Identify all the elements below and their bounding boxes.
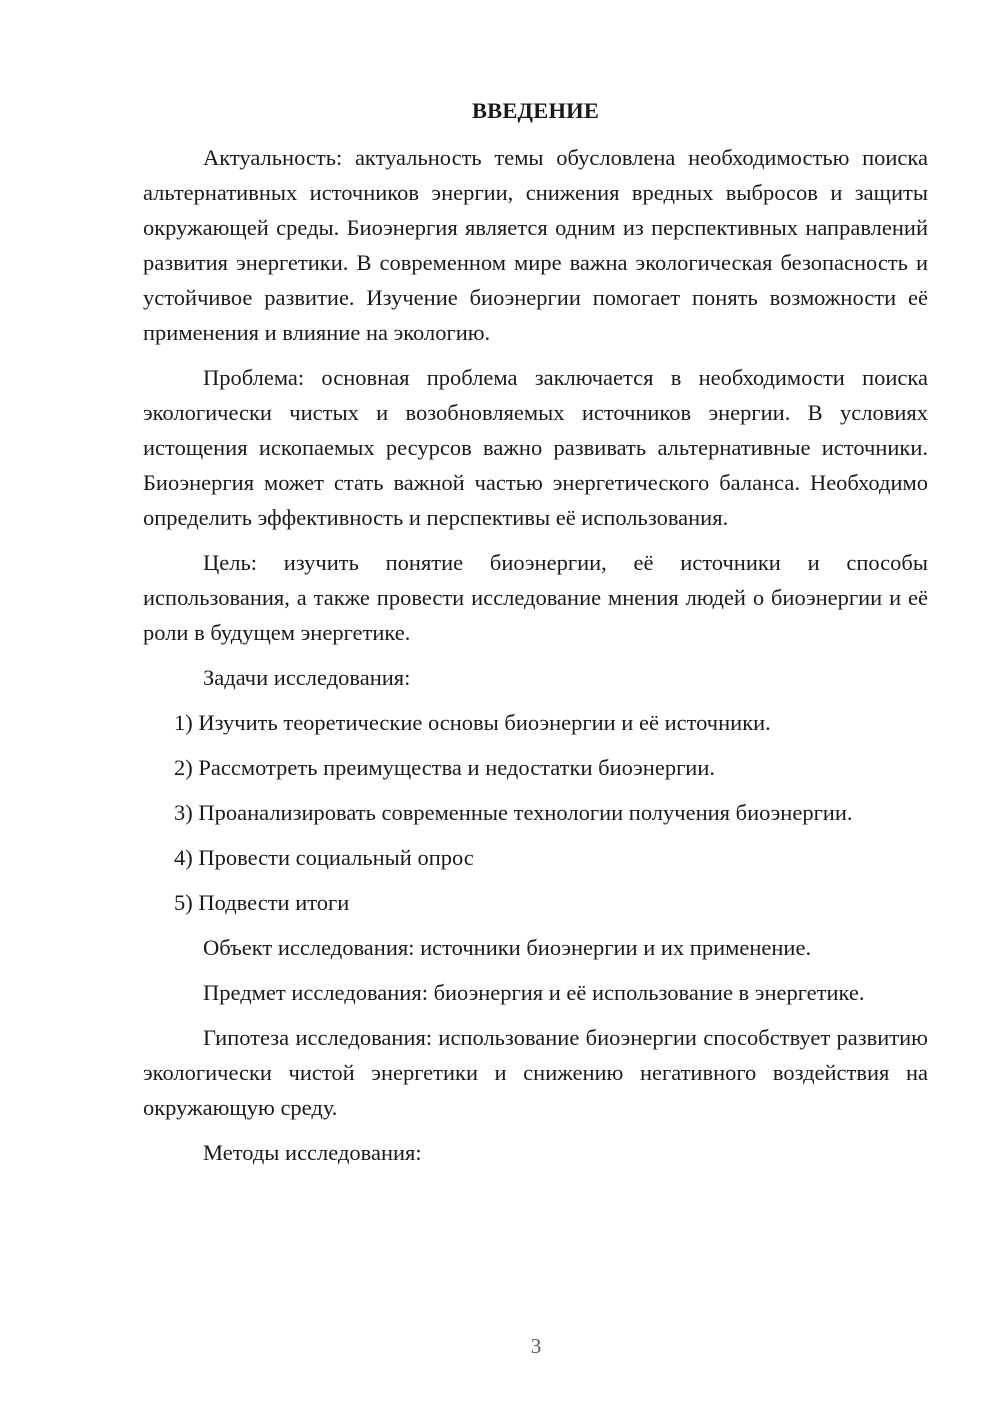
task-item: 2) Рассмотреть преимущества и недостатки биоэнергии. — [174, 755, 715, 780]
subject-paragraph: Предмет исследования: биоэнергия и её использование в энергетике. — [203, 980, 865, 1005]
page-content — [143, 96, 928, 1180]
hypothesis-paragraph: Гипотеза исследования: использование биоэнергии способствует развитию экологически чистой энергетики и снижению негативного воздействия на окружающую среду. — [143, 1025, 928, 1120]
methods-heading: Методы исследования: — [203, 1140, 422, 1165]
relevance-paragraph: Актуальность: актуальность темы обусловлена необходимостью поиска альтернативных источников энергии, снижения вредных выбросов и защиты окружающей среды. Биоэнергия является одним из перспективных направлений развития энергетики. В современном мире важна экологическая безопасность и устойчивое развитие. Изучение биоэнергии помогает понять возможности её применения и влияние на экологию. — [143, 145, 928, 345]
task-item: 5) Подвести итоги — [174, 890, 350, 915]
page-number: 3 — [530, 1334, 542, 1358]
task-item: 4) Провести социальный опрос — [174, 845, 474, 870]
task-item: 1) Изучить теоретические основы биоэнергии и её источники. — [174, 710, 771, 735]
tasks-heading: Задачи исследования: — [203, 665, 411, 690]
task-item: 3) Проанализировать современные технологии получения биоэнергии. — [174, 800, 853, 825]
page-title: ВВЕДЕНИЕ — [471, 98, 600, 123]
goal-paragraph: Цель: изучить понятие биоэнергии, её источники и способы использования, а также провести исследование мнения людей о биоэнергии и её роли в будущем энергетике. — [143, 550, 928, 645]
problem-paragraph: Проблема: основная проблема заключается в необходимости поиска экологически чистых и возобновляемых источников энергии. В условиях истощения ископаемых ресурсов важно развивать альтернативные источники. Биоэнергия может стать важной частью энергетического баланса. Необходимо определить эффективность и перспективы её использования. — [143, 365, 928, 530]
tasks-list — [143, 705, 928, 920]
object-paragraph: Объект исследования: источники биоэнергии и их применение. — [203, 935, 812, 960]
